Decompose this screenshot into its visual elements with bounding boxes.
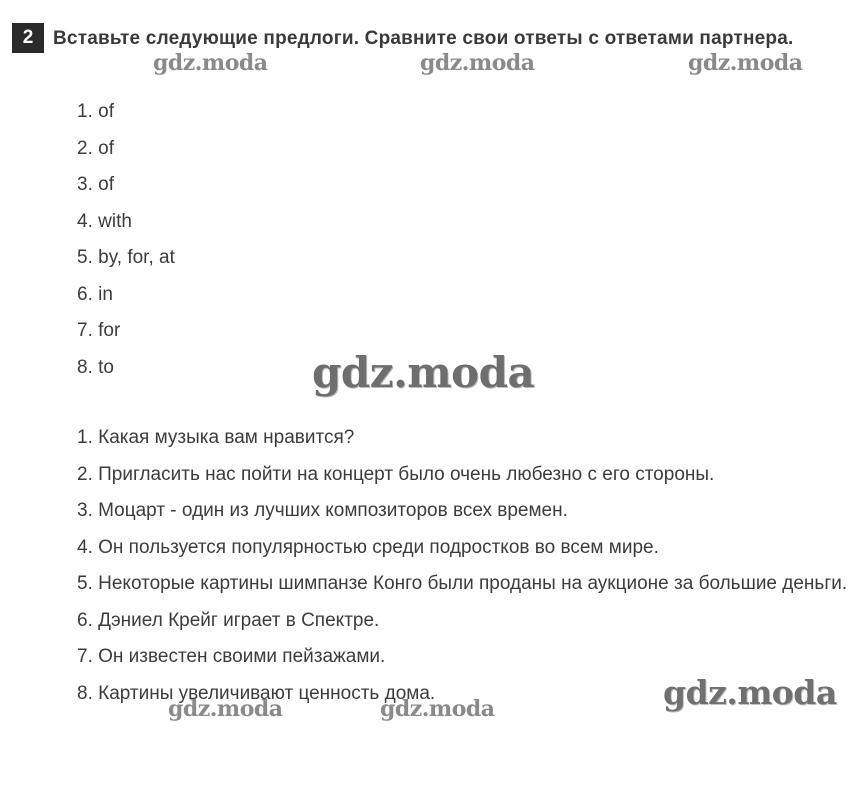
translation-item: 2. Пригласить нас пойти на концерт было очень любезно с его стороны. xyxy=(77,463,715,485)
answer-item: 5. by, for, at xyxy=(77,247,175,268)
answer-item: 8. to xyxy=(77,356,114,378)
watermark: gdz.moda xyxy=(663,673,837,712)
translation-item: 6. Дэниел Крейг играет в Спектре. xyxy=(77,609,380,631)
answers-list xyxy=(77,94,175,386)
answer-item: 2. of xyxy=(77,137,114,159)
watermark: gdz.moda xyxy=(153,50,268,76)
translation-item: 8. Картины увеличивают ценность дома. xyxy=(77,682,436,704)
task-number-badge: 2 xyxy=(12,23,44,53)
task-heading: Вставьте следующие предлоги. Сравните свои ответы с ответами партнера. xyxy=(53,28,794,49)
answer-item: 3. of xyxy=(77,174,114,195)
answer-item: 6. in xyxy=(77,283,113,305)
watermark: gdz.moda xyxy=(380,696,495,722)
translation-item: 1. Какая музыка вам нравится? xyxy=(77,427,355,448)
translation-item: 3. Моцарт - один из лучших композиторов всех времен. xyxy=(77,500,568,521)
translation-item: 4. Он пользуется популярностью среди подростков во всем мире. xyxy=(77,536,659,558)
watermark: gdz.moda xyxy=(312,348,535,397)
answer-item: 7. for xyxy=(77,320,121,341)
translation-item: 7. Он известен своими пейзажами. xyxy=(77,646,386,667)
watermark: gdz.moda xyxy=(168,696,283,722)
answer-item: 4. with xyxy=(77,210,132,232)
answer-item: 1. of xyxy=(77,101,114,122)
translation-item: 5. Некоторые картины шимпанзе Конго были проданы на аукционе за большие деньги. xyxy=(77,573,848,594)
translations-list xyxy=(77,420,864,712)
watermark: gdz.moda xyxy=(420,50,535,76)
watermark: gdz.moda xyxy=(688,50,803,76)
